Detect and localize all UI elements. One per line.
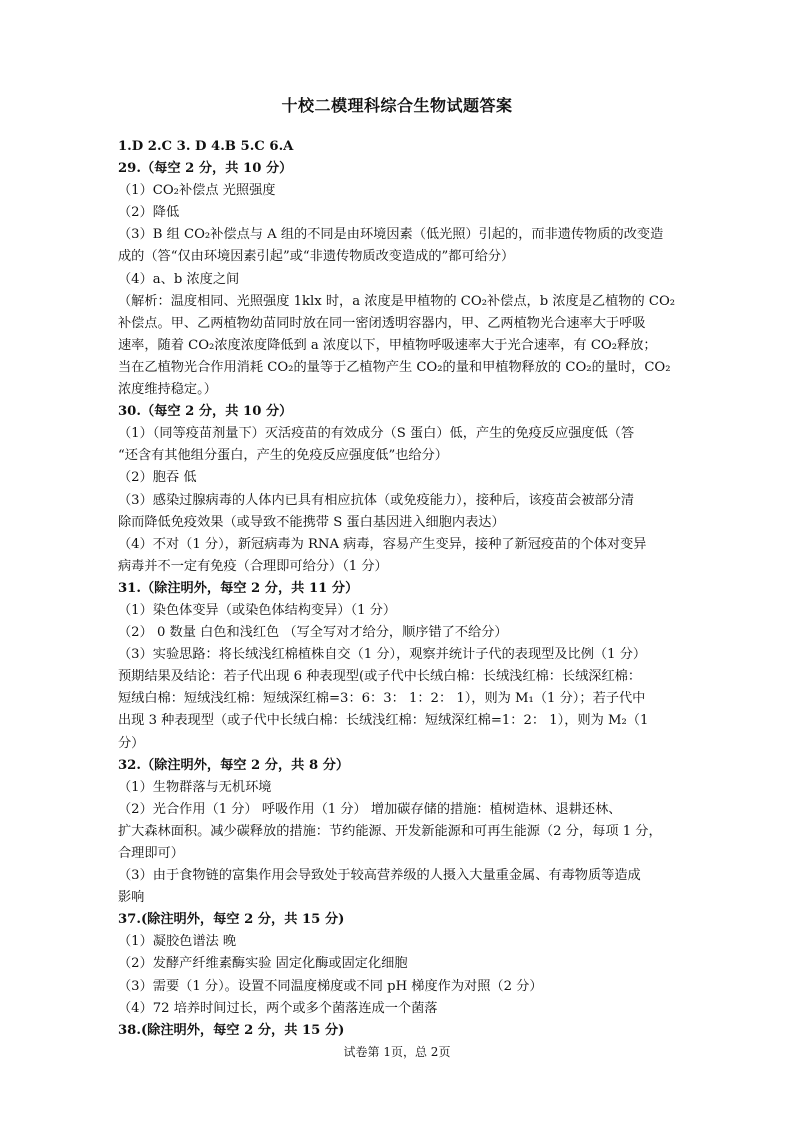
answer-line: （解析：温度相同、光照强度 1klx 时，a 浓度是甲植物的 CO₂补偿点，b 浓度是乙植物的 CO₂ xyxy=(118,293,676,309)
section-heading: 32.（除注明外，每空 2 分，共 8 分） xyxy=(118,757,350,773)
answer-line: （2）胞吞 低 xyxy=(118,470,197,486)
answer-line: （3）感染过腺病毒的人体内已具有相应抗体（或免疫能力），接种后，该疫苗会被部分清 xyxy=(118,492,635,508)
section-heading: 38.(除注明外，每空 2 分，共 15 分) xyxy=(118,1022,345,1038)
section-heading: 29.（每空 2 分，共 10 分） xyxy=(118,161,293,177)
answer-line: 合理即可） xyxy=(118,846,184,861)
answer-line: 补偿点。甲、乙两植物幼苗同时放在同一密闭透明容器内，甲、乙两植物光合速率大于呼吸 xyxy=(118,315,646,331)
answer-line: 病毒并不一定有免疫（合理即可给分）（1 分） xyxy=(118,558,388,574)
answer-line: 除而降低免疫效果（或导致不能携带 S 蛋白基因进入细胞内表达） xyxy=(118,514,505,530)
section-heading: 30.（每空 2 分，共 10 分） xyxy=(118,404,293,420)
answer-line: （4）不对（1 分），新冠病毒为 RNA 病毒，容易产生变异，接种了新冠疫苗的个体对变异 xyxy=(118,536,647,552)
answer-content xyxy=(118,136,676,1042)
section-heading: 31.（除注明外，每空 2 分，共 11 分） xyxy=(118,580,359,596)
page-footer: 试卷第 1页，总 2页 xyxy=(343,1045,451,1059)
answer-line: （4）72 培养时间过长，两个或多个菌落连成一个菌落 xyxy=(118,1000,438,1016)
answer-line: （1）凝胶色谱法 晚 xyxy=(118,934,237,950)
answer-line: （1）CO₂补偿点 光照强度 xyxy=(118,183,276,199)
page-title: 十校二模理科综合生物试题答案 xyxy=(281,96,513,115)
answer-line: 当在乙植物光合作用消耗 CO₂的量等于乙植物产生 CO₂的量和甲植物释放的 CO₂的量时，CO₂ xyxy=(118,359,671,375)
answer-line: （3）由于食物链的富集作用会导致处于较高营养级的人摄入大量重金属、有毒物质等造成 xyxy=(118,868,641,884)
answer-line: （3）需要（1 分）。设置不同温度梯度或不同 pH 梯度作为对照（2 分） xyxy=(118,978,543,994)
answer-line: 出现 3 种表现型（或子代中长绒白棉：长绒浅红棉：短绒深红棉=1：2： 1），则为 M₂（1 xyxy=(118,713,649,729)
answer-line: （2）光合作用（1 分） 呼吸作用（1 分） 增加碳存储的措施：植树造林、退耕还林、 xyxy=(118,801,622,817)
answer-line: 浓度维持稳定。） xyxy=(118,382,217,398)
answer-line: 分） xyxy=(118,735,145,751)
answer-line: 扩大森林面积。减少碳释放的措施：节约能源、开发新能源和可再生能源（2 分，每项 1 分， xyxy=(118,823,662,839)
answer-line: “还含有其他组分蛋白，产生的免疫反应强度低”也给分） xyxy=(118,448,448,464)
answer-line: （2） 0 数量 白色和浅红色 （写全写对才给分，顺序错了不给分） xyxy=(118,625,508,641)
answer-line: 预期结果及结论：若子代出现 6 种表现型(或子代中长绒白棉：长绒浅红棉：长绒深红棉： xyxy=(118,669,642,685)
answer-line: 速率，随着 CO₂浓度浓度降低到 a 浓度以下，甲植物呼吸速率大于光合速率，有 CO₂释放； xyxy=(118,337,657,353)
answer-line: 成的（答“仅由环境因素引起”或“非遗传物质改变造成的”都可给分） xyxy=(118,249,515,265)
answer-line: （3）B 组 CO₂补偿点与 A 组的不同是由环境因素（低光照）引起的，而非遗传物质的改变造 xyxy=(118,227,664,243)
section-heading: 1.D 2.C 3. D 4.B 5.C 6.A xyxy=(118,139,294,154)
answer-line: 影响 xyxy=(118,890,145,906)
answer-line: （1）染色体变异（或染色体结构变异）（1 分） xyxy=(118,602,397,618)
answer-line: （2）降低 xyxy=(118,205,180,221)
answer-line: （1）（同等疫苗剂量下）灭活疫苗的有效成分（S 蛋白）低，产生的免疫反应强度低（答 xyxy=(118,426,635,442)
answer-line: 短绒白棉：短绒浅红棉：短绒深红棉=3：6：3： 1：2： 1），则为 M₁（1 分）；若子代中 xyxy=(118,691,646,707)
answer-line: （4）a、b 浓度之间 xyxy=(118,271,240,287)
answer-line: （1）生物群落与无机环境 xyxy=(118,779,272,795)
answer-line: （2）发酵产纤维素酶实验 固定化酶或固定化细胞 xyxy=(118,956,408,972)
answer-line: （3）实验思路：将长绒浅红棉植株自交（1 分），观察并统计子代的表现型及比例（1 分） xyxy=(118,647,647,663)
section-heading: 37.(除注明外，每空 2 分，共 15 分) xyxy=(118,912,345,928)
